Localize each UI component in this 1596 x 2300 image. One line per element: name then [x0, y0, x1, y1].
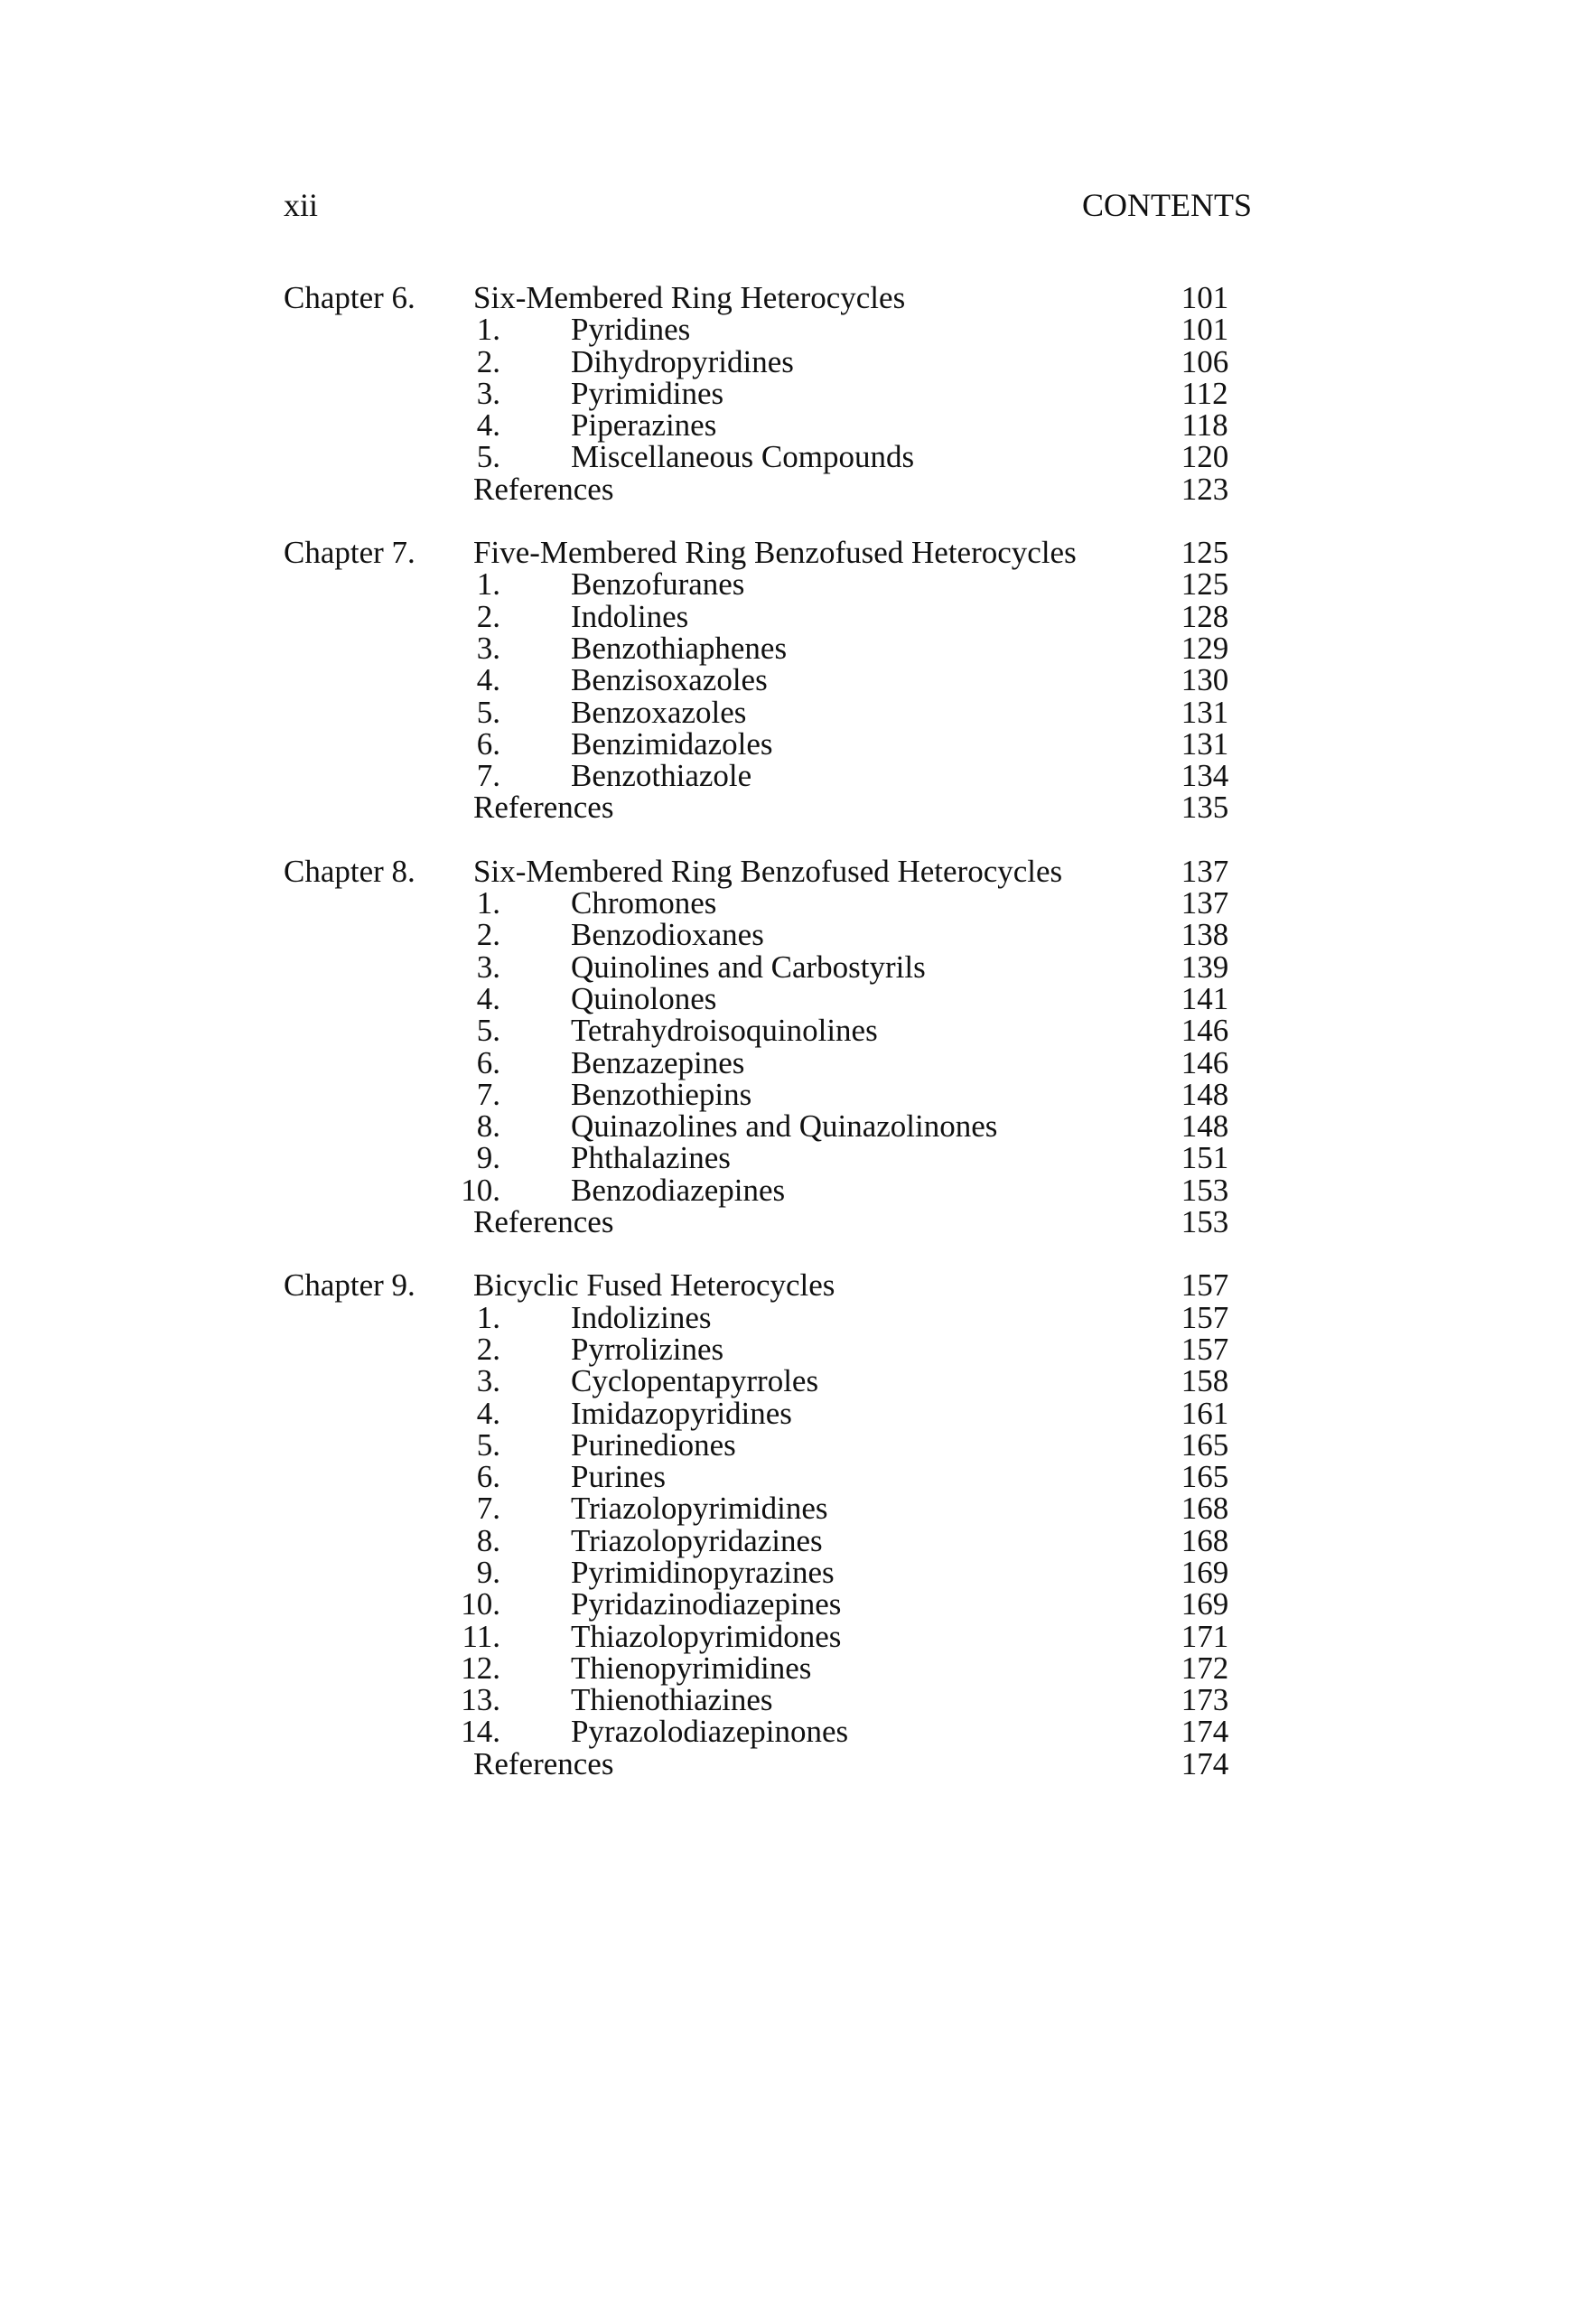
- toc-section-row: [284, 1174, 1241, 1206]
- references-row: [284, 1206, 1241, 1238]
- section-page-number: 129: [1181, 630, 1229, 666]
- section-page-number: 134: [1181, 758, 1229, 794]
- references-page-number: 123: [1181, 471, 1229, 507]
- toc-section-row: [284, 1013, 1241, 1049]
- section-number: 4.: [476, 662, 500, 698]
- section-title: Thienothiazines: [571, 1682, 773, 1718]
- section-number: 11.: [462, 1618, 500, 1654]
- chapter-page-number: 125: [1181, 535, 1229, 571]
- table-of-contents: [284, 282, 1241, 1811]
- toc-section-row: [284, 951, 1241, 983]
- section-number: 5.: [476, 1013, 500, 1049]
- section-number: 2.: [476, 343, 500, 379]
- section-number: 1.: [476, 566, 500, 603]
- chapter-label: Chapter 6.: [284, 280, 415, 315]
- section-page-number: 128: [1181, 598, 1229, 634]
- toc-section-row: [284, 632, 1241, 664]
- references-page-number: 135: [1181, 790, 1229, 826]
- section-number: 1.: [476, 1299, 500, 1335]
- section-page-number: 168: [1181, 1491, 1229, 1527]
- toc-section-row: [284, 1365, 1241, 1397]
- chapter-heading-row: [284, 1267, 1241, 1304]
- section-title: Triazolopyrimidines: [571, 1491, 828, 1527]
- chapter-title: Bicyclic Fused Heterocycles: [473, 1267, 835, 1304]
- toc-section-row: [284, 1459, 1241, 1495]
- chapter-page-number: 101: [1181, 280, 1229, 315]
- section-page-number: 141: [1181, 980, 1229, 1016]
- section-title: Benzofuranes: [571, 566, 745, 603]
- section-page-number: 151: [1181, 1140, 1229, 1176]
- toc-section-row: [284, 1588, 1241, 1620]
- toc-chapter: [284, 855, 1241, 1239]
- chapter-label: Chapter 7.: [284, 535, 415, 571]
- toc-section-row: [284, 1108, 1241, 1145]
- chapter-heading-row: [284, 535, 1241, 571]
- section-title: Pyridazinodiazepines: [571, 1586, 842, 1622]
- section-number: 7.: [476, 1491, 500, 1527]
- section-title: Imidazopyridines: [571, 1395, 792, 1431]
- section-title: Pyrimidines: [571, 375, 724, 411]
- section-number: 8.: [476, 1522, 500, 1558]
- section-number: 7.: [476, 758, 500, 794]
- section-title: Piperazines: [571, 407, 717, 444]
- references-label: References: [473, 790, 614, 826]
- section-title: Indolines: [571, 598, 689, 634]
- section-title: Benzothiepins: [571, 1076, 752, 1112]
- section-number: 1.: [476, 885, 500, 921]
- running-title: CONTENTS: [1082, 187, 1252, 223]
- references-page-number: 153: [1181, 1204, 1229, 1240]
- section-title: Indolizines: [571, 1299, 712, 1335]
- toc-section-row: [284, 725, 1241, 762]
- toc-section-row: [284, 694, 1241, 730]
- section-title: Chromones: [571, 885, 717, 921]
- chapter-heading-row: [284, 282, 1241, 313]
- toc-section-row: [284, 664, 1241, 696]
- section-number: 3.: [476, 375, 500, 411]
- section-title: Pyridines: [571, 312, 691, 348]
- section-number: 5.: [476, 694, 500, 730]
- toc-section-row: [284, 312, 1241, 348]
- section-page-number: 137: [1181, 885, 1229, 921]
- section-number: 3.: [476, 949, 500, 985]
- section-title: Miscellaneous Compounds: [571, 439, 915, 475]
- section-page-number: 125: [1181, 566, 1229, 603]
- section-title: Benzothiazole: [571, 758, 752, 794]
- toc-chapter: [284, 537, 1241, 824]
- chapter-heading-row: [284, 855, 1241, 887]
- toc-chapter: [284, 282, 1241, 505]
- section-page-number: 157: [1181, 1331, 1229, 1367]
- section-number: 4.: [476, 1395, 500, 1431]
- section-number: 4.: [476, 980, 500, 1016]
- section-title: Quinolines and Carbostyrils: [571, 949, 926, 985]
- toc-section-row: [284, 1684, 1241, 1716]
- toc-section-row: [284, 1333, 1241, 1365]
- section-number: 10.: [461, 1586, 500, 1622]
- section-number: 6.: [476, 1459, 500, 1495]
- section-number: 3.: [476, 1363, 500, 1399]
- section-page-number: 172: [1181, 1650, 1229, 1686]
- section-number: 10.: [461, 1172, 500, 1208]
- section-page-number: 173: [1181, 1682, 1229, 1718]
- section-page-number: 174: [1181, 1714, 1229, 1750]
- section-title: Phthalazines: [571, 1140, 731, 1176]
- section-page-number: 169: [1181, 1586, 1229, 1622]
- toc-section-row: [284, 1652, 1241, 1684]
- chapter-label: Chapter 9.: [284, 1267, 415, 1304]
- toc-section-row: [284, 343, 1241, 379]
- section-title: Thienopyrimidines: [571, 1650, 812, 1686]
- section-page-number: 153: [1181, 1172, 1229, 1208]
- references-label: References: [473, 471, 614, 507]
- section-number: 5.: [476, 1426, 500, 1463]
- section-page-number: 148: [1181, 1076, 1229, 1112]
- section-title: Benzoxazoles: [571, 694, 747, 730]
- toc-chapter: [284, 1269, 1241, 1780]
- section-page-number: 169: [1181, 1554, 1229, 1590]
- section-page-number: 146: [1181, 1013, 1229, 1049]
- toc-section-row: [284, 980, 1241, 1016]
- section-number: 2.: [476, 598, 500, 634]
- toc-section-row: [284, 1714, 1241, 1750]
- section-page-number: 171: [1181, 1618, 1229, 1654]
- section-title: Pyrimidinopyrazines: [571, 1554, 835, 1590]
- section-title: Purines: [571, 1459, 666, 1495]
- toc-section-row: [284, 887, 1241, 919]
- page-folio: xii: [284, 187, 319, 223]
- section-title: Cyclopentapyrroles: [571, 1363, 819, 1399]
- section-page-number: 112: [1181, 375, 1228, 411]
- section-number: 6.: [476, 1044, 500, 1080]
- section-number: 3.: [476, 630, 500, 666]
- section-page-number: 165: [1181, 1459, 1229, 1495]
- section-title: Quinolones: [571, 980, 717, 1016]
- references-row: [284, 473, 1241, 505]
- section-number: 6.: [476, 725, 500, 762]
- section-title: Quinazolines and Quinazolinones: [571, 1108, 998, 1145]
- section-title: Thiazolopyrimidones: [571, 1618, 842, 1654]
- section-page-number: 146: [1181, 1044, 1229, 1080]
- toc-section-row: [284, 1522, 1241, 1558]
- section-number: 12.: [461, 1650, 500, 1686]
- toc-section-row: [284, 1426, 1241, 1463]
- section-page-number: 101: [1181, 312, 1229, 348]
- section-title: Pyrazolodiazepinones: [571, 1714, 849, 1750]
- section-number: 13.: [461, 1682, 500, 1718]
- section-number: 4.: [476, 407, 500, 444]
- section-number: 8.: [476, 1108, 500, 1145]
- toc-section-row: [284, 1140, 1241, 1176]
- toc-section-row: [284, 917, 1241, 953]
- section-title: Benzazepines: [571, 1044, 745, 1080]
- references-label: References: [473, 1745, 614, 1781]
- section-page-number: 138: [1181, 917, 1229, 953]
- section-title: Pyrrolizines: [571, 1331, 724, 1367]
- section-number: 1.: [476, 312, 500, 348]
- section-page-number: 106: [1181, 343, 1229, 379]
- chapter-title: Six-Membered Ring Benzofused Heterocycles: [473, 853, 1063, 889]
- section-title: Tetrahydroisoquinolines: [571, 1013, 878, 1049]
- section-page-number: 158: [1181, 1363, 1229, 1399]
- toc-section-row: [284, 1554, 1241, 1590]
- toc-section-row: [284, 1618, 1241, 1654]
- section-number: 7.: [476, 1076, 500, 1112]
- section-page-number: 168: [1181, 1522, 1229, 1558]
- running-head: [284, 185, 1252, 225]
- section-page-number: 131: [1181, 725, 1229, 762]
- references-page-number: 174: [1181, 1745, 1229, 1781]
- toc-section-row: [284, 439, 1241, 475]
- section-page-number: 139: [1181, 949, 1229, 985]
- toc-section-row: [284, 1395, 1241, 1431]
- toc-section-row: [284, 1299, 1241, 1335]
- chapter-title: Five-Membered Ring Benzofused Heterocycles: [473, 535, 1077, 571]
- section-title: Purinediones: [571, 1426, 736, 1463]
- section-title: Benzimidazoles: [571, 725, 773, 762]
- references-label: References: [473, 1204, 614, 1240]
- toc-section-row: [284, 375, 1241, 411]
- section-page-number: 118: [1181, 407, 1228, 444]
- section-number: 14.: [461, 1714, 500, 1750]
- section-title: Benzothiaphenes: [571, 630, 788, 666]
- references-row: [284, 790, 1241, 826]
- section-number: 2.: [476, 1331, 500, 1367]
- section-number: 9.: [476, 1140, 500, 1176]
- chapter-title: Six-Membered Ring Heterocycles: [473, 280, 906, 315]
- section-title: Triazolopyridazines: [571, 1522, 823, 1558]
- section-title: Benzodioxanes: [571, 917, 764, 953]
- section-number: 9.: [476, 1554, 500, 1590]
- toc-section-row: [284, 598, 1241, 634]
- chapter-label: Chapter 8.: [284, 853, 415, 889]
- section-page-number: 148: [1181, 1108, 1229, 1145]
- toc-section-row: [284, 407, 1241, 444]
- toc-section-row: [284, 1076, 1241, 1112]
- toc-section-row: [284, 566, 1241, 603]
- chapter-page-number: 157: [1181, 1267, 1229, 1304]
- section-page-number: 130: [1181, 662, 1229, 698]
- chapter-page-number: 137: [1181, 853, 1229, 889]
- section-page-number: 120: [1181, 439, 1229, 475]
- section-title: Benzodiazepines: [571, 1172, 786, 1208]
- section-page-number: 131: [1181, 694, 1229, 730]
- toc-section-row: [284, 1491, 1241, 1527]
- section-title: Dihydropyridines: [571, 343, 794, 379]
- toc-section-row: [284, 758, 1241, 794]
- section-number: 2.: [476, 917, 500, 953]
- references-row: [284, 1745, 1241, 1781]
- section-number: 5.: [476, 439, 500, 475]
- section-page-number: 161: [1181, 1395, 1229, 1431]
- section-title: Benzisoxazoles: [571, 662, 768, 698]
- toc-section-row: [284, 1044, 1241, 1080]
- section-page-number: 157: [1181, 1299, 1229, 1335]
- section-page-number: 165: [1181, 1426, 1229, 1463]
